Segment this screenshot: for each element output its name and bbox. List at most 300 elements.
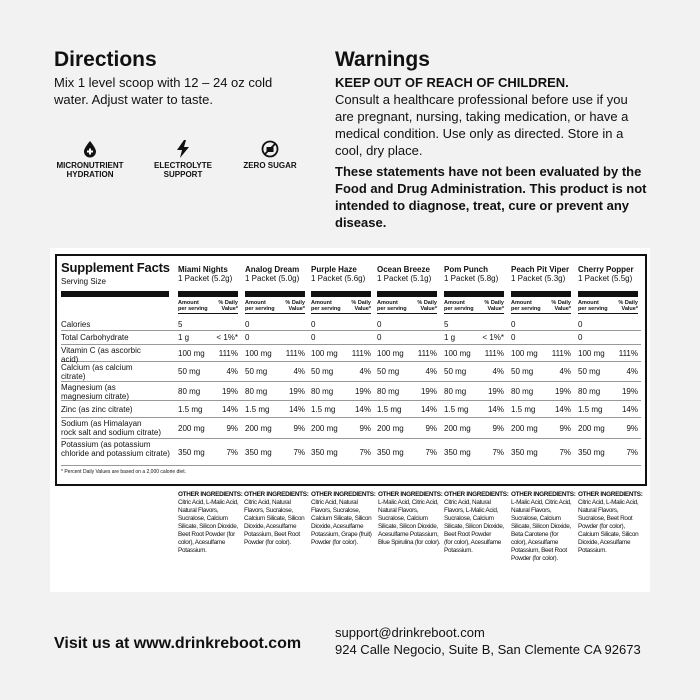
ingredient-line: Sucralose, Calcium	[444, 515, 494, 522]
ingredient-line: Flavors, L-Malic Acid,	[444, 507, 499, 514]
nutrient-cell	[377, 349, 437, 358]
lightning-bolt-icon	[176, 140, 190, 158]
amount-value: 50 mg	[311, 367, 334, 376]
nutrient-cell	[511, 320, 571, 329]
flavor-serving: 1 Packet (5.1g)	[377, 274, 432, 283]
ingredient-line: Natural Flavors,	[378, 507, 419, 514]
warning-line: Consult a healthcare professional before use if you	[335, 92, 628, 107]
fda-line: disease.	[335, 215, 387, 230]
nutrient-label: Calories	[61, 319, 91, 329]
fda-line: These statements have not been evaluated by the	[335, 164, 642, 179]
ingredient-line: Powder (for color).	[311, 539, 358, 546]
serving-size-label: Serving Size	[61, 277, 106, 286]
column-subheader	[511, 300, 571, 314]
ingredient-line: Dioxide, Acesulfame	[578, 539, 631, 546]
nutrient-label: Zinc (as zinc citrate)	[61, 404, 133, 414]
daily-value-percent: 111%	[285, 348, 305, 358]
amount-value: 50 mg	[578, 367, 601, 376]
amount-value: 1.5 mg	[578, 404, 603, 414]
column-subheader	[444, 300, 504, 314]
daily-value-percent: 9%	[492, 423, 504, 433]
ingredient-line: Sucralose, Calcium	[511, 515, 561, 522]
ingredient-line: Potassium, Grape (fruit)	[311, 531, 372, 538]
daily-value-percent: 9%	[425, 423, 437, 433]
nutrient-cell	[578, 320, 638, 329]
flavor-name: Analog Dream	[245, 265, 300, 274]
column-subheader	[311, 300, 371, 314]
nutrient-cell	[444, 387, 504, 396]
nutrient-cell	[245, 424, 305, 433]
ingredient-line: Potassium, Beet Root	[511, 547, 567, 554]
amount-value: 50 mg	[377, 367, 400, 376]
nutrient-cell	[311, 367, 371, 376]
ingredient-line: (for color), Acesulfame	[444, 539, 502, 546]
amount-value: 350 mg	[444, 447, 471, 457]
other-ingredients-block	[178, 491, 246, 555]
daily-value-label: % Daily Value*	[351, 300, 371, 312]
nutrient-label: Total Carbohydrate	[61, 333, 129, 342]
amount-value: 100 mg	[511, 348, 538, 358]
flavor-name: Purple Haze	[311, 265, 357, 274]
amount-value: 0	[377, 333, 382, 342]
nutrient-cell	[311, 448, 371, 457]
amount-value: 80 mg	[578, 386, 601, 396]
nutrient-cell	[178, 424, 238, 433]
nutrient-cell	[377, 448, 437, 457]
daily-value-percent: 4%	[226, 367, 238, 376]
amount-value: 200 mg	[578, 423, 605, 433]
daily-value-percent: 7%	[359, 447, 371, 457]
nutrient-cell	[311, 333, 371, 342]
amount-value: 350 mg	[511, 447, 538, 457]
ingredient-line: Blue Spirulina (for color).	[378, 539, 441, 546]
daily-value-percent: 111%	[218, 348, 238, 358]
warning-line: cool, dry place.	[335, 143, 423, 158]
daily-value-footnote: * Percent Daily Values are based on a 2,000 calorie diet.	[61, 469, 186, 475]
flavor-name: Peach Pit Viper	[511, 265, 570, 274]
warnings-body	[335, 74, 655, 231]
amount-value: 0	[578, 333, 583, 342]
ingredient-line: Calcium Silicate, Silicon	[578, 531, 639, 538]
column-header	[311, 265, 371, 283]
ingredient-line: Silicate, Silicon Dioxide,	[444, 523, 505, 530]
ingredient-line: Sucralose, Beet Root	[578, 515, 633, 522]
amount-value: 200 mg	[511, 423, 538, 433]
nutrient-cell	[578, 367, 638, 376]
daily-value-label: % Daily Value*	[285, 300, 305, 312]
nutrient-cell	[245, 387, 305, 396]
daily-value-percent: 4%	[293, 367, 305, 376]
amount-per-serving-label: Amount per serving	[444, 300, 474, 312]
daily-value-percent: 14%	[554, 404, 571, 414]
ingredient-line: Silicate, Silicon Dioxide,	[178, 523, 239, 530]
nutrient-cell	[245, 333, 305, 342]
amount-value: 350 mg	[578, 447, 605, 457]
daily-value-percent: 14%	[221, 404, 238, 414]
column-header	[511, 265, 571, 283]
badge-line-2: HYDRATION	[66, 170, 114, 179]
ingredient-line: Powder (for color).	[511, 555, 558, 562]
amount-value: 100 mg	[578, 348, 605, 358]
amount-value: 350 mg	[245, 447, 272, 457]
amount-value: 80 mg	[178, 386, 201, 396]
amount-value: 100 mg	[377, 348, 404, 358]
zero-sugar-badge	[232, 140, 308, 170]
amount-value: 50 mg	[245, 367, 268, 376]
nutrient-cell	[511, 387, 571, 396]
amount-value: 80 mg	[245, 386, 268, 396]
flavor-name: Pom Punch	[444, 265, 489, 274]
thick-rule	[311, 291, 371, 297]
daily-value-percent: 9%	[293, 423, 305, 433]
amount-value: 0	[511, 333, 516, 342]
ingredient-line: Sucralose, Calcium	[178, 515, 228, 522]
nutrient-row	[61, 418, 641, 439]
daily-value-percent: 14%	[420, 404, 437, 414]
ingredient-line: Potassium.	[578, 547, 607, 554]
ingredient-line: Natural Flavors,	[511, 507, 552, 514]
column-subheader	[245, 300, 305, 314]
nutrient-cell	[511, 424, 571, 433]
daily-value-percent: 111%	[484, 348, 504, 358]
amount-value: 1.5 mg	[444, 404, 469, 414]
amount-value: 1.5 mg	[245, 404, 270, 414]
daily-value-percent: 19%	[354, 386, 371, 396]
column-subheader	[178, 300, 238, 314]
nutrient-cell	[511, 448, 571, 457]
ingredient-line: Citric Acid, L-Malic Acid,	[178, 499, 239, 506]
ingredient-line: Citric Acid, L-Malic Acid,	[578, 499, 639, 506]
daily-value-percent: 111%	[351, 348, 371, 358]
nutrient-cell	[444, 367, 504, 376]
column-header	[245, 265, 305, 283]
amount-value: 100 mg	[444, 348, 471, 358]
flavor-serving: 1 Packet (5.2g)	[178, 274, 233, 283]
nutrient-cell	[178, 367, 238, 376]
ingredient-line: Natural Flavors,	[578, 507, 619, 514]
nutrient-cell	[511, 405, 571, 414]
daily-value-label: % Daily Value*	[551, 300, 571, 312]
amount-value: 0	[511, 319, 516, 329]
nutrient-row	[61, 345, 641, 362]
daily-value-label: % Daily Value*	[218, 300, 238, 312]
amount-value: 1.5 mg	[377, 404, 402, 414]
flavor-serving: 1 Packet (5.6g)	[311, 274, 366, 283]
amount-value: 0	[578, 319, 583, 329]
daily-value-percent: 14%	[487, 404, 504, 414]
nutrient-cell	[444, 349, 504, 358]
amount-value: 0	[245, 319, 250, 329]
nutrient-cell	[245, 367, 305, 376]
thick-rule	[61, 291, 169, 297]
amount-value: 80 mg	[511, 386, 534, 396]
daily-value-percent: 4%	[359, 367, 371, 376]
amount-per-serving-label: Amount per serving	[311, 300, 341, 312]
flavor-name: Miami Nights	[178, 265, 228, 274]
amount-value: 200 mg	[245, 423, 272, 433]
amount-value: 350 mg	[377, 447, 404, 457]
other-ingredients-heading: OTHER INGREDIENTS:	[244, 491, 309, 498]
daily-value-percent: 9%	[226, 423, 238, 433]
amount-value: 100 mg	[178, 348, 205, 358]
nutrient-cell	[377, 333, 437, 342]
nutrient-row	[61, 401, 641, 418]
ingredient-line: Citric Acid, Natural	[444, 499, 491, 506]
nutrient-cell	[311, 424, 371, 433]
ingredient-line: Beet Root Powder	[444, 531, 492, 538]
badge-line-2: SUPPORT	[163, 170, 203, 179]
other-ingredients-block	[378, 491, 446, 547]
column-header	[178, 265, 238, 283]
amount-value: 200 mg	[311, 423, 338, 433]
nutrient-cell	[245, 405, 305, 414]
nutrient-cell	[311, 320, 371, 329]
fda-line: Food and Drug Administration. This product is not	[335, 181, 647, 196]
daily-value-percent: < 1%*	[216, 333, 238, 342]
other-ingredients-block	[444, 491, 512, 555]
other-ingredients-block	[511, 491, 579, 563]
amount-per-serving-label: Amount per serving	[178, 300, 208, 312]
directions-text	[54, 74, 324, 108]
keep-out-warning: KEEP OUT OF REACH OF CHILDREN.	[335, 75, 569, 90]
website-callout: Visit us at www.drinkreboot.com	[54, 635, 302, 652]
other-ingredients-heading: OTHER INGREDIENTS:	[444, 491, 509, 498]
nutrient-row	[61, 318, 641, 331]
ingredient-line: Flavors, Sucralose,	[244, 507, 293, 514]
amount-per-serving-label: Amount per serving	[511, 300, 541, 312]
nutrient-cell	[511, 333, 571, 342]
warnings-title: Warnings	[335, 48, 430, 71]
column-header	[377, 265, 437, 283]
thick-rule	[178, 291, 238, 297]
daily-value-percent: < 1%*	[482, 333, 504, 342]
other-ingredients-heading: OTHER INGREDIENTS:	[378, 491, 443, 498]
nutrient-cell	[377, 387, 437, 396]
daily-value-percent: 4%	[425, 367, 437, 376]
nutrient-cell	[178, 333, 238, 342]
amount-value: 1.5 mg	[311, 404, 336, 414]
amount-value: 1 g	[178, 333, 190, 342]
daily-value-percent: 14%	[354, 404, 371, 414]
other-ingredients-heading: OTHER INGREDIENTS:	[178, 491, 243, 498]
ingredient-line: Acesulfame Potassium,	[378, 531, 439, 538]
amount-per-serving-label: Amount per serving	[377, 300, 407, 312]
ingredient-line: Dioxide, Acesulfame	[244, 523, 297, 530]
thick-rule	[578, 291, 638, 297]
nutrient-label: Calcium (as calcium citrate)	[61, 363, 133, 381]
nutrient-row	[61, 362, 641, 382]
ingredient-line: Natural Flavors,	[178, 507, 219, 514]
daily-value-percent: 7%	[293, 447, 305, 457]
daily-value-percent: 7%	[626, 447, 638, 457]
ingredient-line: Calcium Silicate, Silicon	[244, 515, 305, 522]
flavor-serving: 1 Packet (5.5g)	[578, 274, 633, 283]
flavor-serving: 1 Packet (5.8g)	[444, 274, 499, 283]
daily-value-percent: 19%	[487, 386, 504, 396]
amount-value: 350 mg	[178, 447, 205, 457]
nutrient-cell	[578, 448, 638, 457]
ingredient-line: color), Acesulfame	[178, 539, 226, 546]
other-ingredients-heading: OTHER INGREDIENTS:	[311, 491, 376, 498]
ingredient-line: Potassium.	[178, 547, 207, 554]
nutrient-cell	[578, 405, 638, 414]
nutrient-label: Vitamin C (as ascorbic acid)	[61, 346, 141, 364]
flavor-serving: 1 Packet (5.0g)	[245, 274, 300, 283]
nutrient-cell	[178, 448, 238, 457]
nutrient-label: Potassium (as potassium chloride and potassium citrate)	[61, 440, 170, 458]
nutrient-row	[61, 331, 641, 345]
column-subheader	[578, 300, 638, 314]
daily-value-percent: 19%	[420, 386, 437, 396]
nutrient-cell	[578, 333, 638, 342]
mailing-address: 924 Calle Negocio, Suite B, San Clemente CA 92673	[335, 642, 641, 657]
amount-value: 200 mg	[178, 423, 205, 433]
nutrient-cell	[578, 349, 638, 358]
ingredient-line: Beta Carotene (for	[511, 531, 559, 538]
support-email: support@drinkreboot.com	[335, 625, 485, 640]
other-ingredients-heading: OTHER INGREDIENTS:	[578, 491, 643, 498]
other-ingredients-heading: OTHER INGREDIENTS:	[511, 491, 576, 498]
daily-value-percent: 111%	[551, 348, 571, 358]
nutrient-cell	[377, 424, 437, 433]
daily-value-percent: 9%	[359, 423, 371, 433]
daily-value-label: % Daily Value*	[618, 300, 638, 312]
flavor-name: Cherry Popper	[578, 265, 634, 274]
amount-value: 50 mg	[444, 367, 467, 376]
nutrient-cell	[444, 333, 504, 342]
amount-value: 50 mg	[178, 367, 201, 376]
daily-value-percent: 9%	[626, 423, 638, 433]
daily-value-percent: 19%	[288, 386, 305, 396]
column-header	[444, 265, 504, 283]
amount-value: 1 g	[444, 333, 456, 342]
daily-value-percent: 14%	[621, 404, 638, 414]
daily-value-percent: 7%	[425, 447, 437, 457]
flavor-serving: 1 Packet (5.3g)	[511, 274, 566, 283]
nutrient-cell	[444, 448, 504, 457]
nutrient-cell	[245, 448, 305, 457]
nutrient-cell	[444, 320, 504, 329]
thick-rule	[511, 291, 571, 297]
nutrient-label: Sodium (as Himalayan rock salt and sodium citrate)	[61, 419, 162, 437]
daily-value-percent: 4%	[626, 367, 638, 376]
amount-value: 1.5 mg	[511, 404, 536, 414]
warning-line: are pregnant, nursing, taking medication, or have a	[335, 109, 629, 124]
nutrient-cell	[377, 405, 437, 414]
amount-value: 100 mg	[311, 348, 338, 358]
amount-value: 5	[444, 319, 449, 329]
nutrient-cell	[245, 320, 305, 329]
amount-value: 200 mg	[444, 423, 471, 433]
fda-line: intended to diagnose, treat, cure or prevent any	[335, 198, 630, 213]
ingredient-line: Sucralose, Calcium	[378, 515, 428, 522]
electrolyte-support-badge	[143, 140, 223, 179]
amount-value: 1.5 mg	[178, 404, 203, 414]
nutrient-cell	[178, 349, 238, 358]
daily-value-percent: 4%	[559, 367, 571, 376]
column-subheader	[377, 300, 437, 314]
ingredient-line: Potassium.	[444, 547, 473, 554]
amount-value: 80 mg	[444, 386, 467, 396]
nutrient-cell	[511, 367, 571, 376]
nutrient-cell	[311, 349, 371, 358]
ingredient-line: Powder (for color).	[244, 539, 291, 546]
amount-value: 0	[377, 319, 382, 329]
daily-value-percent: 7%	[226, 447, 238, 457]
nutrient-label: Magnesium (as magnesium citrate)	[61, 383, 130, 401]
supplement-facts-panel	[55, 254, 647, 486]
daily-value-percent: 111%	[618, 348, 638, 358]
directions-title: Directions	[54, 48, 157, 71]
column-header	[578, 265, 638, 283]
warning-line: medical condition. Use only as directed. Store in a	[335, 126, 624, 141]
ingredient-line: Calcium Silicate, Silicon	[311, 515, 372, 522]
contact-info	[335, 624, 641, 658]
amount-value: 0	[311, 319, 316, 329]
daily-value-percent: 9%	[559, 423, 571, 433]
nutrient-cell	[444, 424, 504, 433]
nutrient-cell	[178, 320, 238, 329]
nutrient-cell	[311, 405, 371, 414]
no-sugar-icon	[261, 140, 279, 158]
ingredient-line: Citric Acid, Natural	[244, 499, 291, 506]
ingredient-line: Silicate, Silicon Dioxide,	[378, 523, 439, 530]
ingredient-line: Citric Acid, Natural	[311, 499, 358, 506]
daily-value-percent: 111%	[417, 348, 437, 358]
ingredient-line: Powder (for color),	[578, 523, 625, 530]
daily-value-percent: 7%	[492, 447, 504, 457]
ingredient-line: L-Malic Acid, Citric Acid,	[511, 499, 572, 506]
amount-value: 0	[311, 333, 316, 342]
nutrient-cell	[377, 320, 437, 329]
daily-value-percent: 4%	[492, 367, 504, 376]
nutrient-cell	[178, 387, 238, 396]
amount-value: 200 mg	[377, 423, 404, 433]
ingredient-line: Silicate, Silicon Dioxide,	[511, 523, 572, 530]
ingredient-line: Dioxide, Acesulfame	[311, 523, 364, 530]
daily-value-percent: 19%	[221, 386, 238, 396]
amount-value: 50 mg	[511, 367, 534, 376]
nutrient-row	[61, 382, 641, 401]
water-drop-plus-icon	[82, 140, 98, 158]
ingredient-line: Beet Root Powder (for	[178, 531, 235, 538]
flavor-name: Ocean Breeze	[377, 265, 430, 274]
daily-value-percent: 19%	[554, 386, 571, 396]
nutrient-cell	[377, 367, 437, 376]
daily-value-percent: 7%	[559, 447, 571, 457]
ingredient-line: Flavors, Sucralose,	[311, 507, 360, 514]
nutrient-cell	[511, 349, 571, 358]
daily-value-percent: 14%	[288, 404, 305, 414]
micronutrient-hydration-badge	[48, 140, 132, 179]
ingredient-line: Potassium, Beet Root	[244, 531, 300, 538]
amount-per-serving-label: Amount per serving	[245, 300, 275, 312]
daily-value-label: % Daily Value*	[484, 300, 504, 312]
supplement-facts-title: Supplement Facts	[61, 260, 170, 275]
badge-line-1: ELECTROLYTE	[154, 161, 212, 170]
amount-value: 80 mg	[311, 386, 334, 396]
other-ingredients-block	[244, 491, 312, 547]
other-ingredients-block	[578, 491, 646, 555]
thick-rule	[245, 291, 305, 297]
nutrient-row	[61, 439, 641, 466]
nutrient-cell	[245, 349, 305, 358]
badge-line-1: ZERO SUGAR	[243, 161, 297, 170]
directions-line-2: water. Adjust water to taste.	[54, 92, 213, 107]
amount-value: 350 mg	[311, 447, 338, 457]
daily-value-label: % Daily Value*	[417, 300, 437, 312]
ingredient-line: L-Malic Acid, Citric Acid,	[378, 499, 439, 506]
